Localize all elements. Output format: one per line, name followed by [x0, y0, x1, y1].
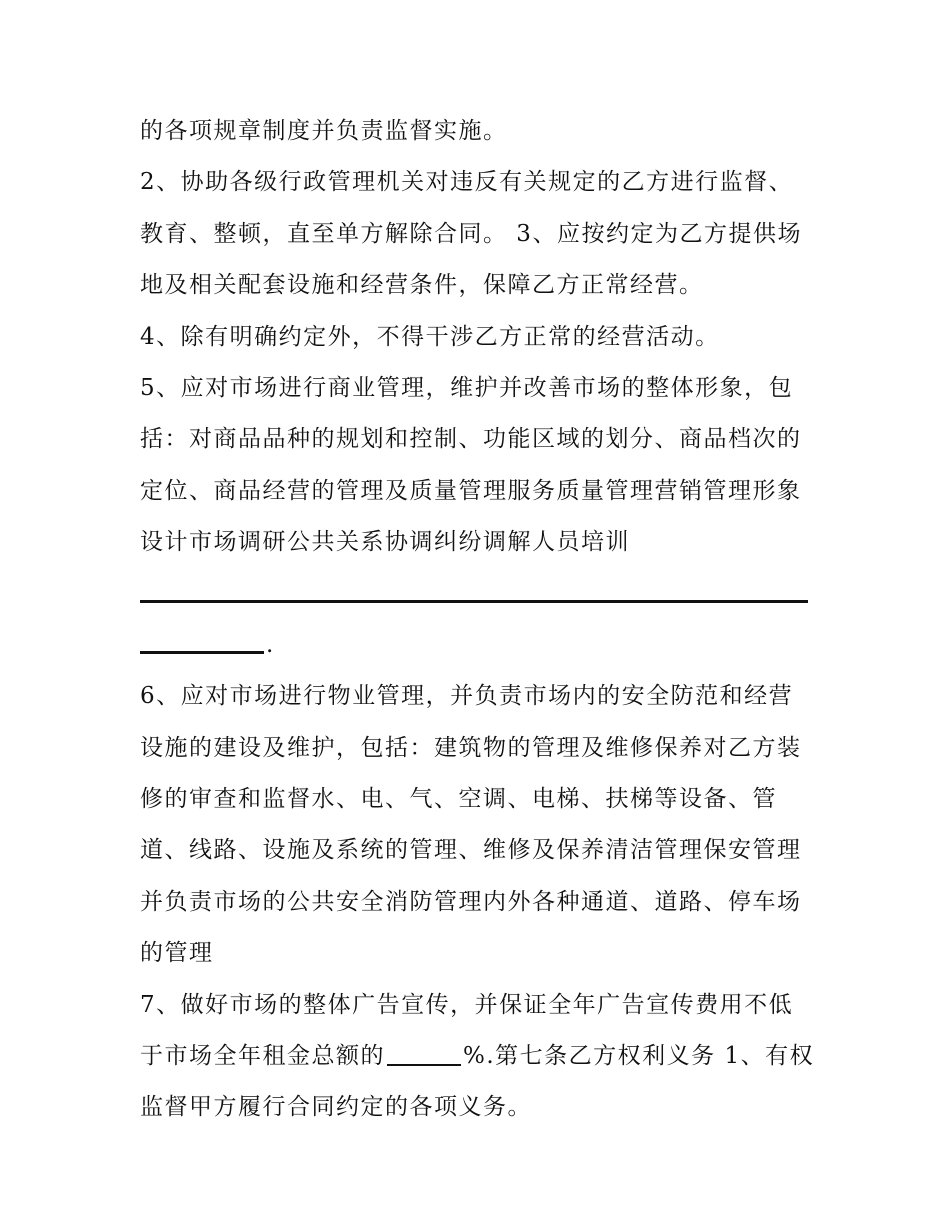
- text-line: 的各项规章制度并负责监督实施。: [140, 118, 508, 144]
- text-line: 4、除有明确约定外，不得干涉乙方正常的经营活动。: [140, 323, 720, 350]
- text-line: 教育、整顿，直至单方解除合同。 3、应按约定为乙方提供场: [140, 220, 802, 247]
- text-line: 地及相关配套设施和经营条件，保障乙方正常经营。: [140, 272, 704, 299]
- text-line: 定位、商品经营的管理及质量管理服务质量管理营销管理形象: [140, 477, 802, 504]
- document-body: [140, 106, 815, 1134]
- text-line: 的管理: [140, 940, 214, 967]
- text-line: 5、应对市场进行商业管理，维护并改善市场的整体形象，包: [140, 374, 794, 401]
- text-line: 设计市场调研公共关系协调纠纷调解人员培训: [140, 529, 630, 556]
- text-line: 7、做好市场的整体广告宣传，并保证全年广告宣传费用不低: [140, 991, 794, 1018]
- rule-bar: [140, 651, 264, 654]
- fill-in-rule-end: [140, 620, 812, 671]
- blank-line-after: %.第七条乙方权利义务 1、有权: [463, 1043, 815, 1070]
- rule-bar: [140, 600, 808, 603]
- text-line: 修的审查和监督水、电、气、空调、电梯、扶梯等设备、管: [140, 786, 777, 813]
- text-line: 并负责市场的公共安全消防管理内外各种通道、道路、停车场: [140, 888, 802, 915]
- blank-line-before: 于市场全年租金总额的: [140, 1043, 385, 1070]
- text-line: 设施的建设及维护，包括：建筑物的管理及维修保养对乙方装: [140, 734, 802, 761]
- rule-end-mark: .: [266, 631, 275, 658]
- text-line: 道、线路、设施及系统的管理、维修及保养清洁管理保安管理: [140, 837, 802, 864]
- fill-in-rule: [140, 569, 812, 620]
- text-line: 监督甲方履行合同约定的各项义务。: [140, 1094, 532, 1121]
- text-line-with-blank: [140, 1031, 815, 1082]
- text-line: 括：对商品品种的规划和控制、功能区域的划分、商品档次的: [140, 426, 802, 453]
- text-line: 6、应对市场进行物业管理，并负责市场内的安全防范和经营: [140, 683, 794, 710]
- percentage-blank: [387, 1064, 461, 1066]
- text-line: 2、协助各级行政管理机关对违反有关规定的乙方进行监督、: [140, 169, 794, 196]
